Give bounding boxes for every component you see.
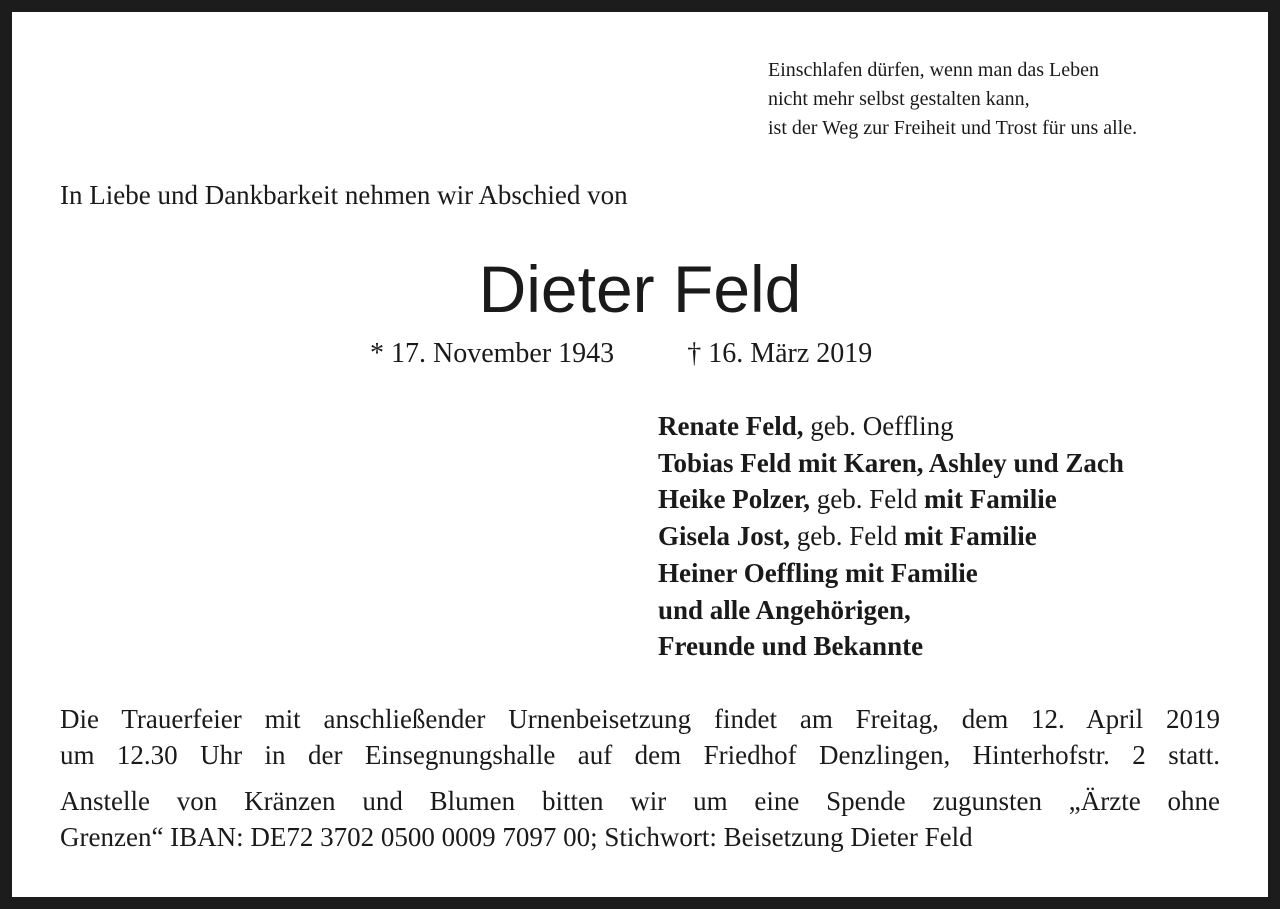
mourner-name: und alle Angehörigen, [658,594,911,625]
mourner-name: Gisela Jost, [658,521,790,552]
mourner-row [658,481,1124,518]
mourner-row [658,592,1124,629]
birth-date: * 17. November 1943 [370,338,615,369]
mourner-row [658,518,1124,555]
mourner-detail: geb. Feld [809,484,924,515]
poem-line: Einschlafen dürfen, wenn man das Leben [768,59,1099,81]
mourner-name: Tobias Feld mit Karen, Ashley und Zach [658,447,1124,478]
mourner-detail: geb. Feld [790,521,904,552]
mourner-name: Freunde und Bekannte [658,631,924,662]
mourners-list [658,408,1124,665]
intro-text: In Liebe und Dankbarkeit nehmen wir Abschied von [60,180,628,210]
life-dates [370,338,872,370]
mourner-detail: geb. Oeffling [803,411,954,441]
mourner-row [658,445,1124,482]
deceased-name: Dieter Feld [478,252,802,326]
ceremony-line: um 12.30 Uhr in der Einsegnungshalle auf dem Friedhof Denzlingen, Hinterhofstr. 2 statt. [60,740,1220,770]
donation-notice [60,783,1220,855]
mourner-suffix: mit Familie [904,521,1037,552]
mourner-row [658,628,1124,665]
donation-line: Grenzen“ IBAN: DE72 3702 0500 0009 7097 00; Stichwort: Beisetzung Dieter Feld [60,822,973,852]
poem-verse [768,56,1137,143]
donation-line: Anstelle von Kränzen und Blumen bitten wir um eine Spende zugunsten „Ärzte ohne [60,786,1220,816]
ceremony-notice [60,701,1220,773]
mourner-name: Heike Polzer, [658,484,810,515]
mourner-row [658,555,1124,592]
mourner-name: Renate Feld, [658,411,804,441]
obituary-notice [12,12,1268,897]
mourner-name: Heiner Oeffling mit Familie [658,557,978,588]
poem-line: nicht mehr selbst gestalten kann, [768,88,1030,110]
ceremony-line: Die Trauerfeier mit anschließender Urnenbeisetzung findet am Freitag, dem 12. April 2019 [60,704,1220,734]
mourner-suffix: mit Familie [923,484,1057,515]
death-date: † 16. März 2019 [687,338,873,369]
mourner-row [658,408,1124,445]
poem-line: ist der Weg zur Freiheit und Trost für uns alle. [768,117,1138,139]
